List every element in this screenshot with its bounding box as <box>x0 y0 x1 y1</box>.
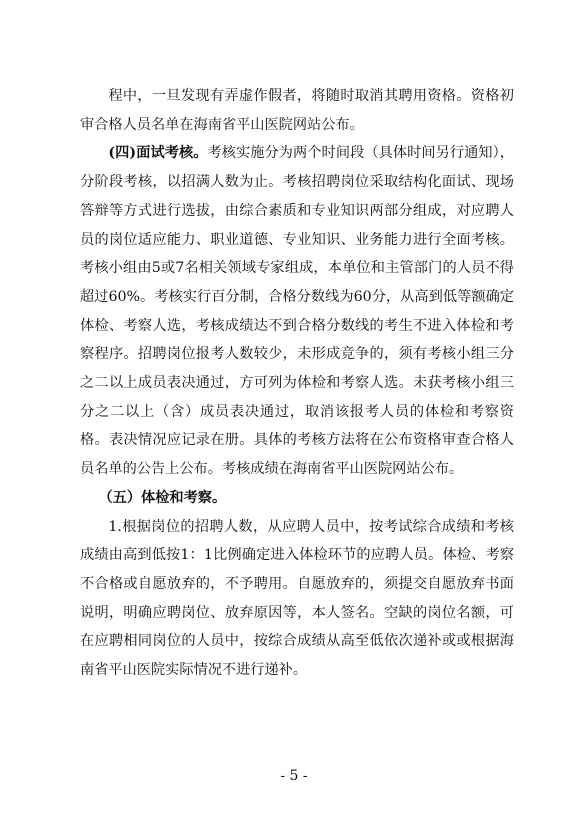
paragraph-qualification-review: 程中，一旦发现有弄虚作假者，将随时取消其聘用资格。资格初审合格人员名单在海南省平山医院网站公布。 <box>80 88 514 133</box>
section-heading-interview: (四)面试考核。 <box>108 145 208 162</box>
paragraph-interview <box>80 139 514 483</box>
document-body <box>80 82 514 685</box>
paragraph-physical-exam: 1.根据岗位的招聘人数，从应聘人员中，按考试综合成绩和考核成绩由高到低按1：1比例确定进入体检环节的应聘人员。体检、考察不合格或自愿放弃的，不予聘用。自愿放弃的，须提交自愿放弃书面说明，明确应聘岗位、放弃原因等，本人签名。空缺的岗位名额，可在应聘相同岗位的人员中，按综合成绩从高至低依次递补或或根据海南省平山医院实际情况不进行递补。 <box>80 518 514 679</box>
section-heading-physical-exam: （五）体检和考察。 <box>98 489 227 506</box>
interview-body-text: 考核实施分为两个时间段（具体时间另行通知），分阶段考核，以招满人数为止。考核招聘岗位采取结构化面试、现场答辩等方式进行选拔，由综合素质和专业知识两部分组成，对应聘人员的岗位适应能力、职业道德、专业知识、业务能力进行全面考核。考核小组由5或7名相关领域专家组成，本单位和主管部门的人员不得超过60%。考核实行百分制，合格分数线为60分，从高到低等额确定体检、考察人选，考核成绩达不到合格分数线的考生不进入体检和考察程序。招聘岗位报考人数较少，未形成竞争的，须有考核小组三分之二以上成员表决通过，方可列为体检和考察人选。未获考核小组三分之二以上（含）成员表决通过，取消该报考人员的体检和考察资格。表决情况应记录在册。具体的考核方法将在公布资格审查合格人员名单的公告上公布。考核成绩在海南省平山医院网站公布。 <box>80 145 514 478</box>
page-number: - 5 - <box>280 768 308 784</box>
